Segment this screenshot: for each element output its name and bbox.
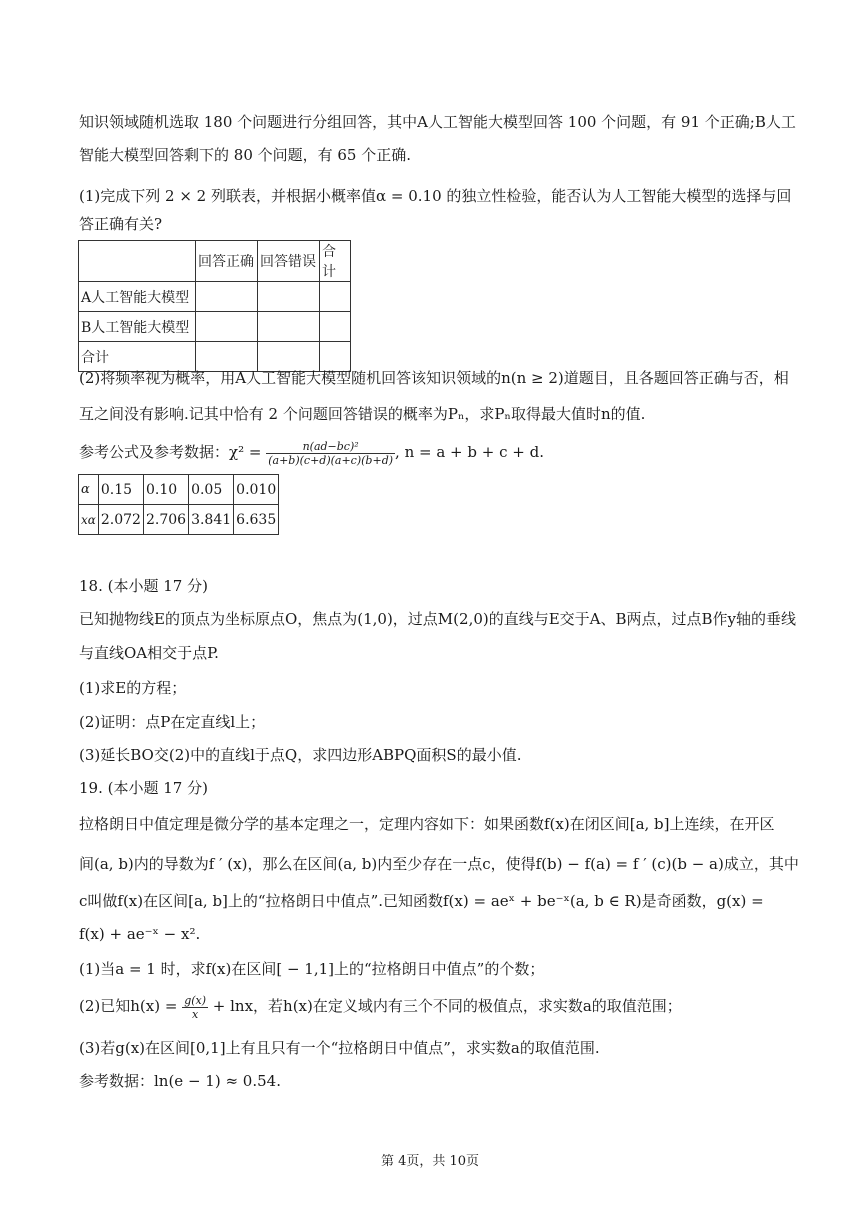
- q19-line-3: c叫做f(x)在区间[a, b]上的“拉格朗日中值点”.已知函数f(x) = aeˣ + be⁻ˣ(a, b ∈ R)是奇函数，g(x) =: [79, 892, 764, 910]
- q19-heading: 19. (本小题 17 分): [79, 779, 208, 797]
- table-cell: 6.635: [234, 505, 279, 535]
- table-row: [79, 505, 279, 535]
- table-cell: [196, 342, 258, 372]
- q19-part-1: (1)当a = 1 时，求f(x)在区间[ − 1,1]上的“拉格朗日中值点”的个数；: [79, 960, 545, 978]
- q19-part-2: [79, 992, 799, 1021]
- intro-line-2: 智能大模型回答剩下的 80 个问题，有 65 个正确.: [79, 146, 412, 164]
- q18-heading: 18. (本小题 17 分): [79, 577, 208, 595]
- q19-p2-prefix: (2)已知h(x) =: [79, 997, 183, 1015]
- q18-part-2: (2)证明：点P在定直线l上；: [79, 713, 266, 731]
- table-row: [79, 241, 351, 282]
- q18-line-1: 已知抛物线E的顶点为坐标原点O，焦点为(1,0)，过点M(2,0)的直线与E交于A、B两点，过点B作y轴的垂线: [79, 610, 797, 628]
- q19-line-2: 间(a, b)内的导数为f ′ (x)，那么在区间(a, b)内至少存在一点c，使得f(b) − f(a) = f ′ (c)(b − a)成立，其中: [79, 855, 799, 873]
- q18-part-1: (1)求E的方程；: [79, 679, 187, 697]
- chi-square-fraction: [266, 440, 395, 467]
- reference-formula: [79, 438, 799, 467]
- table-cell: [320, 312, 351, 342]
- contingency-table: [78, 240, 351, 372]
- table-cell: [79, 241, 196, 282]
- q19-p2-suffix: + lnx，若h(x)在定义域内有三个不同的极值点，求实数a的取值范围；: [208, 997, 682, 1015]
- intro-line-1: 知识领域随机选取 180 个问题进行分组回答，其中A人工智能大模型回答 100 个问题，有 91 个正确;B人工: [79, 113, 796, 131]
- ref-prefix: 参考公式及参考数据：χ² =: [79, 443, 267, 461]
- q18-part-3: (3)延长BO交(2)中的直线l于点Q，求四边形ABPQ面积S的最小值.: [79, 746, 522, 764]
- table-cell: [258, 342, 320, 372]
- q19-line-1: 拉格朗日中值定理是微分学的基本定理之一，定理内容如下：如果函数f(x)在闭区间[a, b]上连续，在开区: [79, 815, 775, 833]
- fraction-numerator: g(x): [184, 993, 207, 1007]
- table-cell: 0.15: [98, 475, 143, 505]
- table-cell: 0.010: [234, 475, 279, 505]
- table-cell: 3.841: [189, 505, 234, 535]
- fraction-denominator: x: [191, 1007, 199, 1021]
- table-cell: [258, 282, 320, 312]
- q17-part2-line-2: 互之间没有影响.记其中恰有 2 个问题回答错误的概率为Pₙ，求Pₙ取得最大值时n的值.: [79, 405, 646, 423]
- table-cell: [320, 282, 351, 312]
- table-row: [79, 342, 351, 372]
- table-row: [79, 475, 279, 505]
- q19-line-4: f(x) + ae⁻ˣ − x².: [79, 925, 201, 943]
- table-cell: [258, 312, 320, 342]
- fraction-denominator: (a+b)(c+d)(a+c)(b+d): [268, 453, 394, 467]
- table-row: [79, 312, 351, 342]
- table-cell: α: [79, 475, 99, 505]
- table-cell: A人工智能大模型: [79, 282, 196, 312]
- q18-line-2: 与直线OA相交于点P.: [79, 644, 219, 662]
- page-footer: 第 4页，共 10页: [380, 1154, 480, 1169]
- q19-reference: 参考数据：ln(e − 1) ≈ 0.54.: [79, 1072, 281, 1090]
- table-cell: 2.072: [98, 505, 143, 535]
- q19-part-3: (3)若g(x)在区间[0,1]上有且只有一个“拉格朗日中值点”，求实数a的取值范围.: [79, 1039, 600, 1057]
- table-cell: 回答错误: [258, 241, 320, 282]
- q17-part1-line-2: 答正确有关?: [79, 215, 163, 233]
- table-cell: [196, 282, 258, 312]
- fraction-numerator: n(ad−bc)²: [266, 440, 395, 454]
- table-cell: 合计: [79, 342, 196, 372]
- table-cell: [320, 342, 351, 372]
- q17-part2-line-1: (2)将频率视为概率，用A人工智能大模型随机回答该知识领域的n(n ≥ 2)道题目，且各题回答正确与否，相: [79, 369, 789, 387]
- table-cell: [196, 312, 258, 342]
- table-cell: 回答正确: [196, 241, 258, 282]
- ref-suffix: , n = a + b + c + d.: [395, 443, 544, 461]
- critical-value-table: [78, 474, 279, 535]
- table-cell: B人工智能大模型: [79, 312, 196, 342]
- table-cell: 2.706: [143, 505, 188, 535]
- q17-part1-line-1: (1)完成下列 2 × 2 列联表，并根据小概率值α = 0.10 的独立性检验，能否认为人工智能大模型的选择与回: [79, 187, 792, 205]
- h-fraction: [182, 994, 208, 1021]
- table-cell: 合计: [320, 241, 351, 282]
- table-cell: xα: [79, 505, 99, 535]
- table-row: [79, 282, 351, 312]
- table-cell: 0.10: [143, 475, 188, 505]
- table-cell: 0.05: [189, 475, 234, 505]
